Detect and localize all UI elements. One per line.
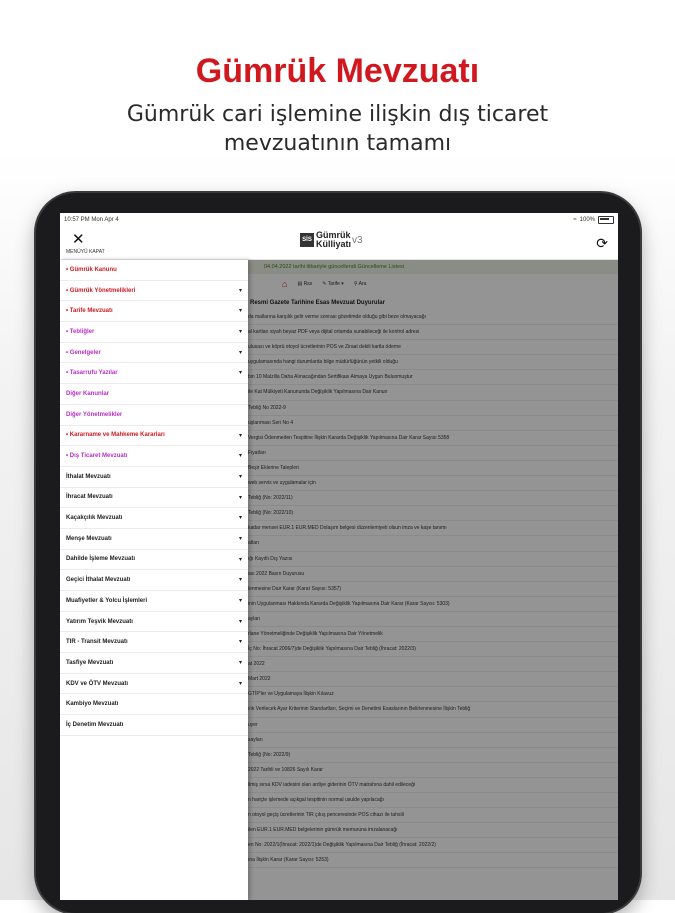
menu-item-text: İhracat Mevzuatı	[66, 494, 113, 501]
chevron-down-icon[interactable]: ▾	[238, 535, 242, 542]
menu-item[interactable]	[60, 405, 248, 426]
tariff-label: Tarife	[327, 281, 340, 287]
news-item[interactable]: ılık Verilecek Ayar Kriterinin Standartları, Seçimi ve Denetimi Esaslarının Belirlenmesine İlişkin Tebliğ	[248, 702, 618, 717]
news-item[interactable]: web servis ve uygulamalar için	[248, 476, 618, 491]
menu-item[interactable]	[60, 467, 248, 488]
menu-item-text: Tasarrufu Yazılar	[69, 370, 118, 377]
chevron-down-icon[interactable]: ▾	[238, 660, 242, 667]
menu-item[interactable]	[60, 570, 248, 591]
news-item[interactable]: Vergisi Ödenmeden Tespitine İlişkin Kararda Değişiklik Yapılmasına Dair Karar Sayısı 5358	[248, 431, 618, 446]
battery-icon	[598, 216, 614, 224]
logo-version: v3	[352, 234, 363, 246]
menu-item[interactable]	[60, 301, 248, 322]
menu-item[interactable]	[60, 612, 248, 633]
bullet-icon: •	[66, 349, 70, 356]
section-title: Resmi Gazete Tarihine Esas Mevzuat Duyurular	[250, 300, 385, 306]
menu-item-text: Tasfiye Mevzuatı	[66, 659, 114, 666]
chevron-down-icon[interactable]: ▾	[238, 308, 242, 315]
menu-item[interactable]	[60, 488, 248, 509]
chevron-down-icon[interactable]: ▾	[238, 556, 242, 563]
news-item[interactable]: İç No: İhracat 2006/7)de Değişiklik Yapılmasına Dair Tebliğ (İhracat: 2022/3)	[248, 642, 618, 657]
menu-item-label	[66, 681, 128, 687]
menu-item[interactable]	[60, 694, 248, 715]
news-item[interactable]: n otoyol geçiş ücretlerinin TIR çıkış penceresinde POS cihazı ile tahsili	[248, 808, 618, 823]
wifi-icon: ≈	[573, 217, 577, 223]
news-item[interactable]: ulusası ve köprü otoyol ücretlerinin POS ve Ziraat dekili kartla ödeme	[248, 340, 618, 355]
menu-item-text: KDV ve ÖTV Mevzuatı	[66, 680, 129, 687]
side-drawer	[60, 260, 248, 900]
menu-item-text: Tarife Mevzuatı	[69, 308, 113, 315]
news-item[interactable]: Beşir Eklerine Talepleri	[248, 461, 618, 476]
menu-item-text: Muafiyetler & Yolcu İşlemleri	[66, 597, 148, 604]
menu-item-label	[66, 370, 118, 376]
promo-subtitle-line2: mevzuatının tamamı	[223, 131, 452, 156]
menu-item-text: Gümrük Kanunu	[69, 266, 117, 273]
menu-item[interactable]	[60, 508, 248, 529]
chevron-down-icon[interactable]: ▾	[238, 618, 242, 625]
rss-label: Rss	[303, 281, 313, 287]
close-icon[interactable]: ✕	[72, 231, 85, 248]
menu-item-label	[66, 598, 147, 604]
menu-item-label	[66, 660, 113, 666]
drawer-overlay[interactable]	[248, 260, 618, 900]
news-item[interactable]: Tebliğ (No: 2022/10)	[248, 506, 618, 521]
app-logo	[300, 231, 363, 249]
news-item[interactable]: n hariçte işlemede açıkgal tespitinin normal usulde yapılacağı	[248, 793, 618, 808]
bullet-icon: •	[66, 308, 70, 315]
search-label: Ara	[358, 281, 367, 287]
menu-item[interactable]	[60, 529, 248, 550]
news-item[interactable]: ığı Kayıtlı Dış Yazısı	[248, 552, 618, 567]
logo-line2: Külliyatı	[316, 239, 352, 249]
news-item[interactable]: uygulamasında hangi durumlarda bilge müdürlüğünün yetkili olduğu	[248, 355, 618, 370]
menu-item-text: TIR - Transit Mevzuatı	[66, 639, 128, 646]
menu-item[interactable]	[60, 363, 248, 384]
menu-item-label	[66, 329, 94, 335]
battery-percent: 100%	[579, 217, 595, 223]
menu-item-text: Genelgeler	[69, 349, 101, 356]
home-icon[interactable]: ⌂	[282, 279, 288, 289]
promo-title: Gümrük Mevzuatı	[195, 52, 480, 90]
app-bar	[60, 227, 618, 260]
news-item[interactable]: en No: 2022/1(İhracat: 2022/1)de Değişiklik Yapılmasına Dair Tebliğ (İhracat: 2022/2)	[248, 838, 618, 853]
menu-item-text: Dahilde İşleme Mevzuatı	[66, 556, 136, 563]
chevron-down-icon[interactable]: ▾	[238, 370, 242, 377]
menu-item-label	[66, 494, 113, 500]
news-item[interactable]: da mallarına karşılık gelir verme sonrası gözetimde olduğu gibi beze olmayacağı	[248, 310, 618, 325]
menu-item-label	[66, 474, 111, 480]
menu-item-label	[66, 350, 101, 356]
news-item[interactable]: Tebliğ (No: 2022/11)	[248, 491, 618, 506]
menu-item-label	[66, 391, 109, 397]
chevron-down-icon[interactable]: ▾	[238, 515, 242, 522]
menu-item-label	[66, 412, 122, 418]
menu-item[interactable]	[60, 653, 248, 674]
menu-item-label	[66, 619, 133, 625]
news-item[interactable]: GTİP'ler ve Uygulamaya İlişkin Kılavuz	[248, 687, 618, 702]
chevron-down-icon[interactable]: ▾	[238, 639, 242, 646]
chevron-down-icon[interactable]: ▾	[238, 349, 242, 356]
drawer-menu	[60, 260, 248, 736]
news-item[interactable]: lenmesine Dair Karar (Karar Sayısı: 5357)	[248, 582, 618, 597]
status-right	[573, 216, 614, 224]
menu-item-label	[66, 308, 113, 314]
news-item[interactable]: ile Kat Mülkiyeti Kanununda Değişiklik Yapılmasına Dair Kanun	[248, 385, 618, 400]
chevron-down-icon[interactable]: ▾	[238, 329, 242, 336]
menu-item[interactable]	[60, 550, 248, 571]
menu-item[interactable]	[60, 591, 248, 612]
menu-item[interactable]	[60, 426, 248, 447]
menu-item-text: Tebliğler	[69, 328, 95, 335]
menu-item-label	[66, 556, 135, 562]
menu-item-text: Kambiyo Mevzuatı	[66, 701, 119, 708]
menu-item[interactable]	[60, 343, 248, 364]
menu-item-text: Diğer Kanunlar	[66, 390, 110, 397]
news-item[interactable]: kadar mensei EUR.1 EUR.MED Dolaşım belgesi düzenlemiyeti olsun imza ve kaşe tanımı	[248, 521, 618, 536]
update-notice[interactable]: 04.04.2022 tarihi itibariyle güncellendi Güncelleme Listesi	[248, 260, 618, 274]
status-time: 10:57 PM Mon Apr 4	[64, 217, 119, 223]
menu-item-text: Kaçakçılık Mevzuatı	[66, 515, 123, 522]
news-item[interactable]: Tebliğ No 2022-9	[248, 401, 618, 416]
chevron-down-icon[interactable]: ▾	[238, 473, 242, 480]
promo-subtitle-line1: Gümrük cari işlemine ilişkin dış ticaret	[126, 102, 549, 127]
menu-item[interactable]	[60, 632, 248, 653]
news-item[interactable]: Fiyatları	[248, 446, 618, 461]
close-menu-label: MENÜYÜ KAPAT	[66, 249, 105, 255]
bullet-icon: •	[66, 453, 70, 460]
bullet-icon: •	[66, 328, 70, 335]
menu-item[interactable]	[60, 384, 248, 405]
news-item[interactable]: ayları	[248, 612, 618, 627]
news-item[interactable]: inin Uygulanması Hakkında Kararda Değişiklik Yapılmasına Dair Karar (Karar Sayısı: 5303)	[248, 597, 618, 612]
menu-item-text: Menşe Mevzuatı	[66, 535, 112, 542]
refresh-icon[interactable]: ⟳	[596, 235, 608, 251]
menu-item-text: Geçici İthalat Mevzuatı	[66, 577, 131, 584]
news-item[interactable]: Mart 2022	[248, 672, 618, 687]
menu-item-text: İthalat Mevzuatı	[66, 473, 111, 480]
menu-item-label	[66, 453, 127, 459]
chevron-down-icon[interactable]: ▾	[238, 287, 242, 294]
menu-item[interactable]	[60, 322, 248, 343]
app-screen	[60, 213, 618, 900]
menu-item[interactable]	[60, 715, 248, 736]
news-item[interactable]: uşlanması Seri No 4	[248, 416, 618, 431]
menu-item[interactable]	[60, 446, 248, 467]
news-item[interactable]: bin 10 Malzilla Daha Alınacağından Sertifikası Almaya Uygun Bulunmuştur	[248, 370, 618, 385]
menu-item-label	[66, 515, 122, 521]
menu-item-text: Kararname ve Mahkeme Kararları	[69, 432, 165, 439]
menu-item-label	[66, 536, 112, 542]
rss-button[interactable]: ▤ Rss	[297, 281, 313, 287]
menu-item-label	[66, 722, 123, 728]
news-item[interactable]: at 2022	[248, 657, 618, 672]
menu-item-label	[66, 288, 135, 294]
news-item[interactable]: uyer	[248, 718, 618, 733]
news-item[interactable]: ilen EUR.1 EUR.MED belgelerinin gümrük memuruna imzalanacağı	[248, 823, 618, 838]
menu-item-text: İç Denetim Mevzuatı	[66, 721, 124, 728]
chevron-down-icon[interactable]: ▾	[238, 577, 242, 584]
news-item[interactable]: ına İlişkin Karar (Karar Sayısı: 5253)	[248, 853, 618, 868]
menu-item-text: Dış Ticaret Mevzuatı	[69, 453, 128, 460]
menu-item-label	[66, 639, 128, 645]
logo-mark: SİS	[300, 233, 314, 247]
menu-item-text: Diğer Yönetmelikler	[66, 411, 123, 418]
news-item[interactable]: ilmiş sırsa KDV iadesini olan ardiye giderinin ÖTV matrahına dahil edileceği	[248, 778, 618, 793]
menu-item-label	[66, 701, 118, 707]
news-item[interactable]: al kartları siyah beyaz PDF veya dijital ortamda sunabileceği ile kontrol adresi	[248, 325, 618, 340]
bullet-icon: •	[66, 370, 70, 377]
news-item[interactable]: ası 2022 Basın Duyurusu	[248, 567, 618, 582]
menu-item-label	[66, 267, 117, 273]
bullet-icon: •	[66, 432, 70, 439]
chevron-down-icon[interactable]: ▾	[238, 494, 242, 501]
chevron-down-icon[interactable]: ▾	[238, 453, 242, 460]
logo-line1: Gümrük	[316, 230, 351, 240]
menu-item-text: Gümrük Yönetmelikleri	[69, 287, 136, 294]
menu-item[interactable]	[60, 674, 248, 695]
menu-item-text: Yatırım Teşvik Mevzuatı	[66, 618, 133, 625]
news-item[interactable]: atları	[248, 536, 618, 551]
menu-item[interactable]	[60, 260, 248, 281]
news-item[interactable]: sayları	[248, 733, 618, 748]
chevron-down-icon[interactable]: ▾	[238, 680, 242, 687]
menu-item-label	[66, 577, 130, 583]
chevron-down-icon[interactable]: ▾	[238, 598, 242, 604]
chevron-down-icon[interactable]: ▾	[238, 432, 242, 439]
menu-item[interactable]	[60, 281, 248, 302]
logo-text	[316, 231, 351, 249]
tariff-button[interactable]: ✎ Tarife ▾	[322, 281, 344, 287]
news-item[interactable]: 2022 Tarihli ve 10826 Sayılı Karar	[248, 763, 618, 778]
search-button[interactable]: ⚲ Ara	[353, 281, 367, 287]
bullet-icon: •	[66, 266, 70, 273]
news-item[interactable]: Tebliğ (No: 2022/9)	[248, 748, 618, 763]
news-item[interactable]: rlane Yönetmeliğinde Değişiklik Yapılmasına Dair Yönetmelik	[248, 627, 618, 642]
status-bar	[60, 213, 618, 227]
bullet-icon: •	[66, 287, 70, 294]
promo-subtitle	[0, 100, 675, 158]
menu-item-label	[66, 432, 165, 438]
